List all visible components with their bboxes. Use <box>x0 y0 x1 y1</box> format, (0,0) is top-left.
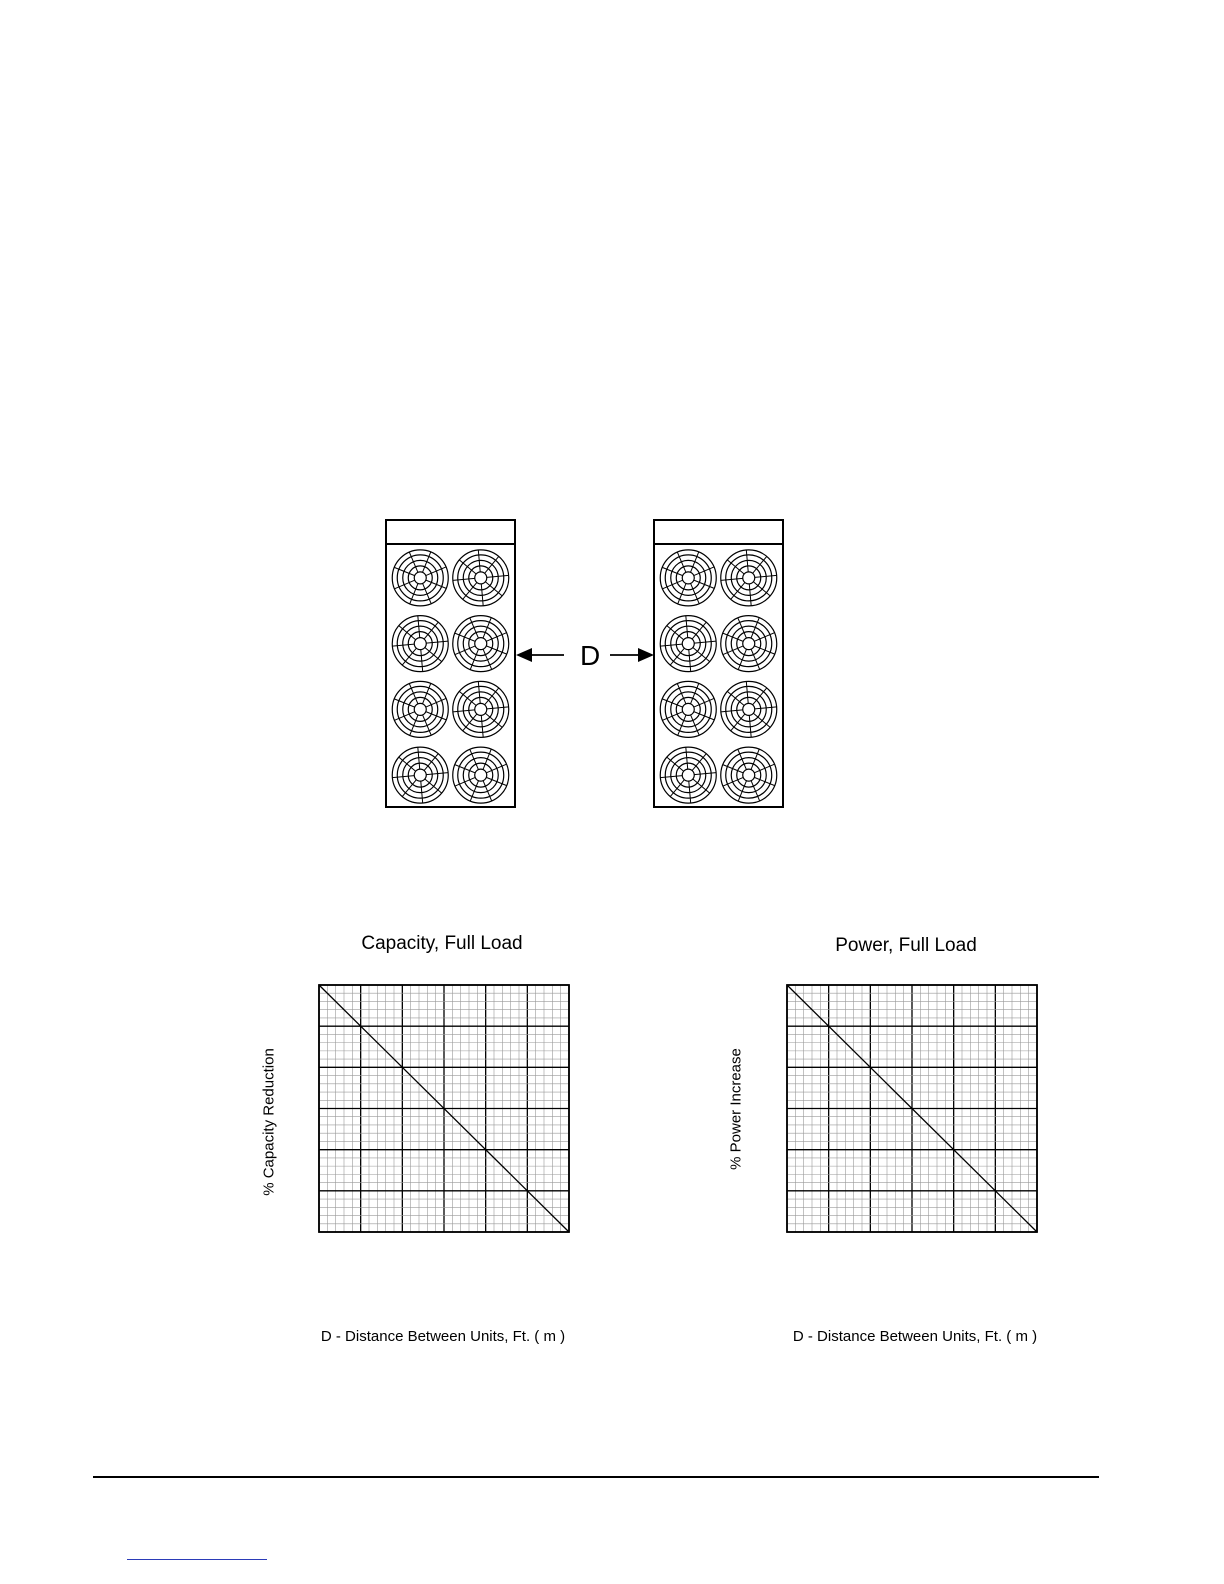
right-condenser-unit <box>654 520 783 807</box>
x-axis-label-power: D - Distance Between Units, Ft. ( m ) <box>792 1328 1038 1345</box>
left-condenser-unit <box>386 520 515 807</box>
y-axis-label-capacity: % Capacity Reduction <box>260 1048 278 1196</box>
chart-title-capacity: Capacity, Full Load <box>361 933 523 954</box>
y-axis-label-power: % Power Increase <box>727 1048 745 1170</box>
footer-link-underline[interactable] <box>127 1559 267 1560</box>
distance-indicator <box>516 640 654 671</box>
chart-title-power: Power, Full Load <box>835 935 977 956</box>
left-arrow-head <box>516 648 532 662</box>
unit-outline <box>654 520 783 807</box>
footer-divider <box>93 1476 1099 1478</box>
distance-label: D <box>580 640 601 671</box>
x-axis-label-capacity: D - Distance Between Units, Ft. ( m ) <box>320 1328 566 1345</box>
right-arrow-head <box>638 648 654 662</box>
unit-outline <box>386 520 515 807</box>
capacity-chart <box>318 984 570 1234</box>
power-chart <box>786 984 1038 1234</box>
